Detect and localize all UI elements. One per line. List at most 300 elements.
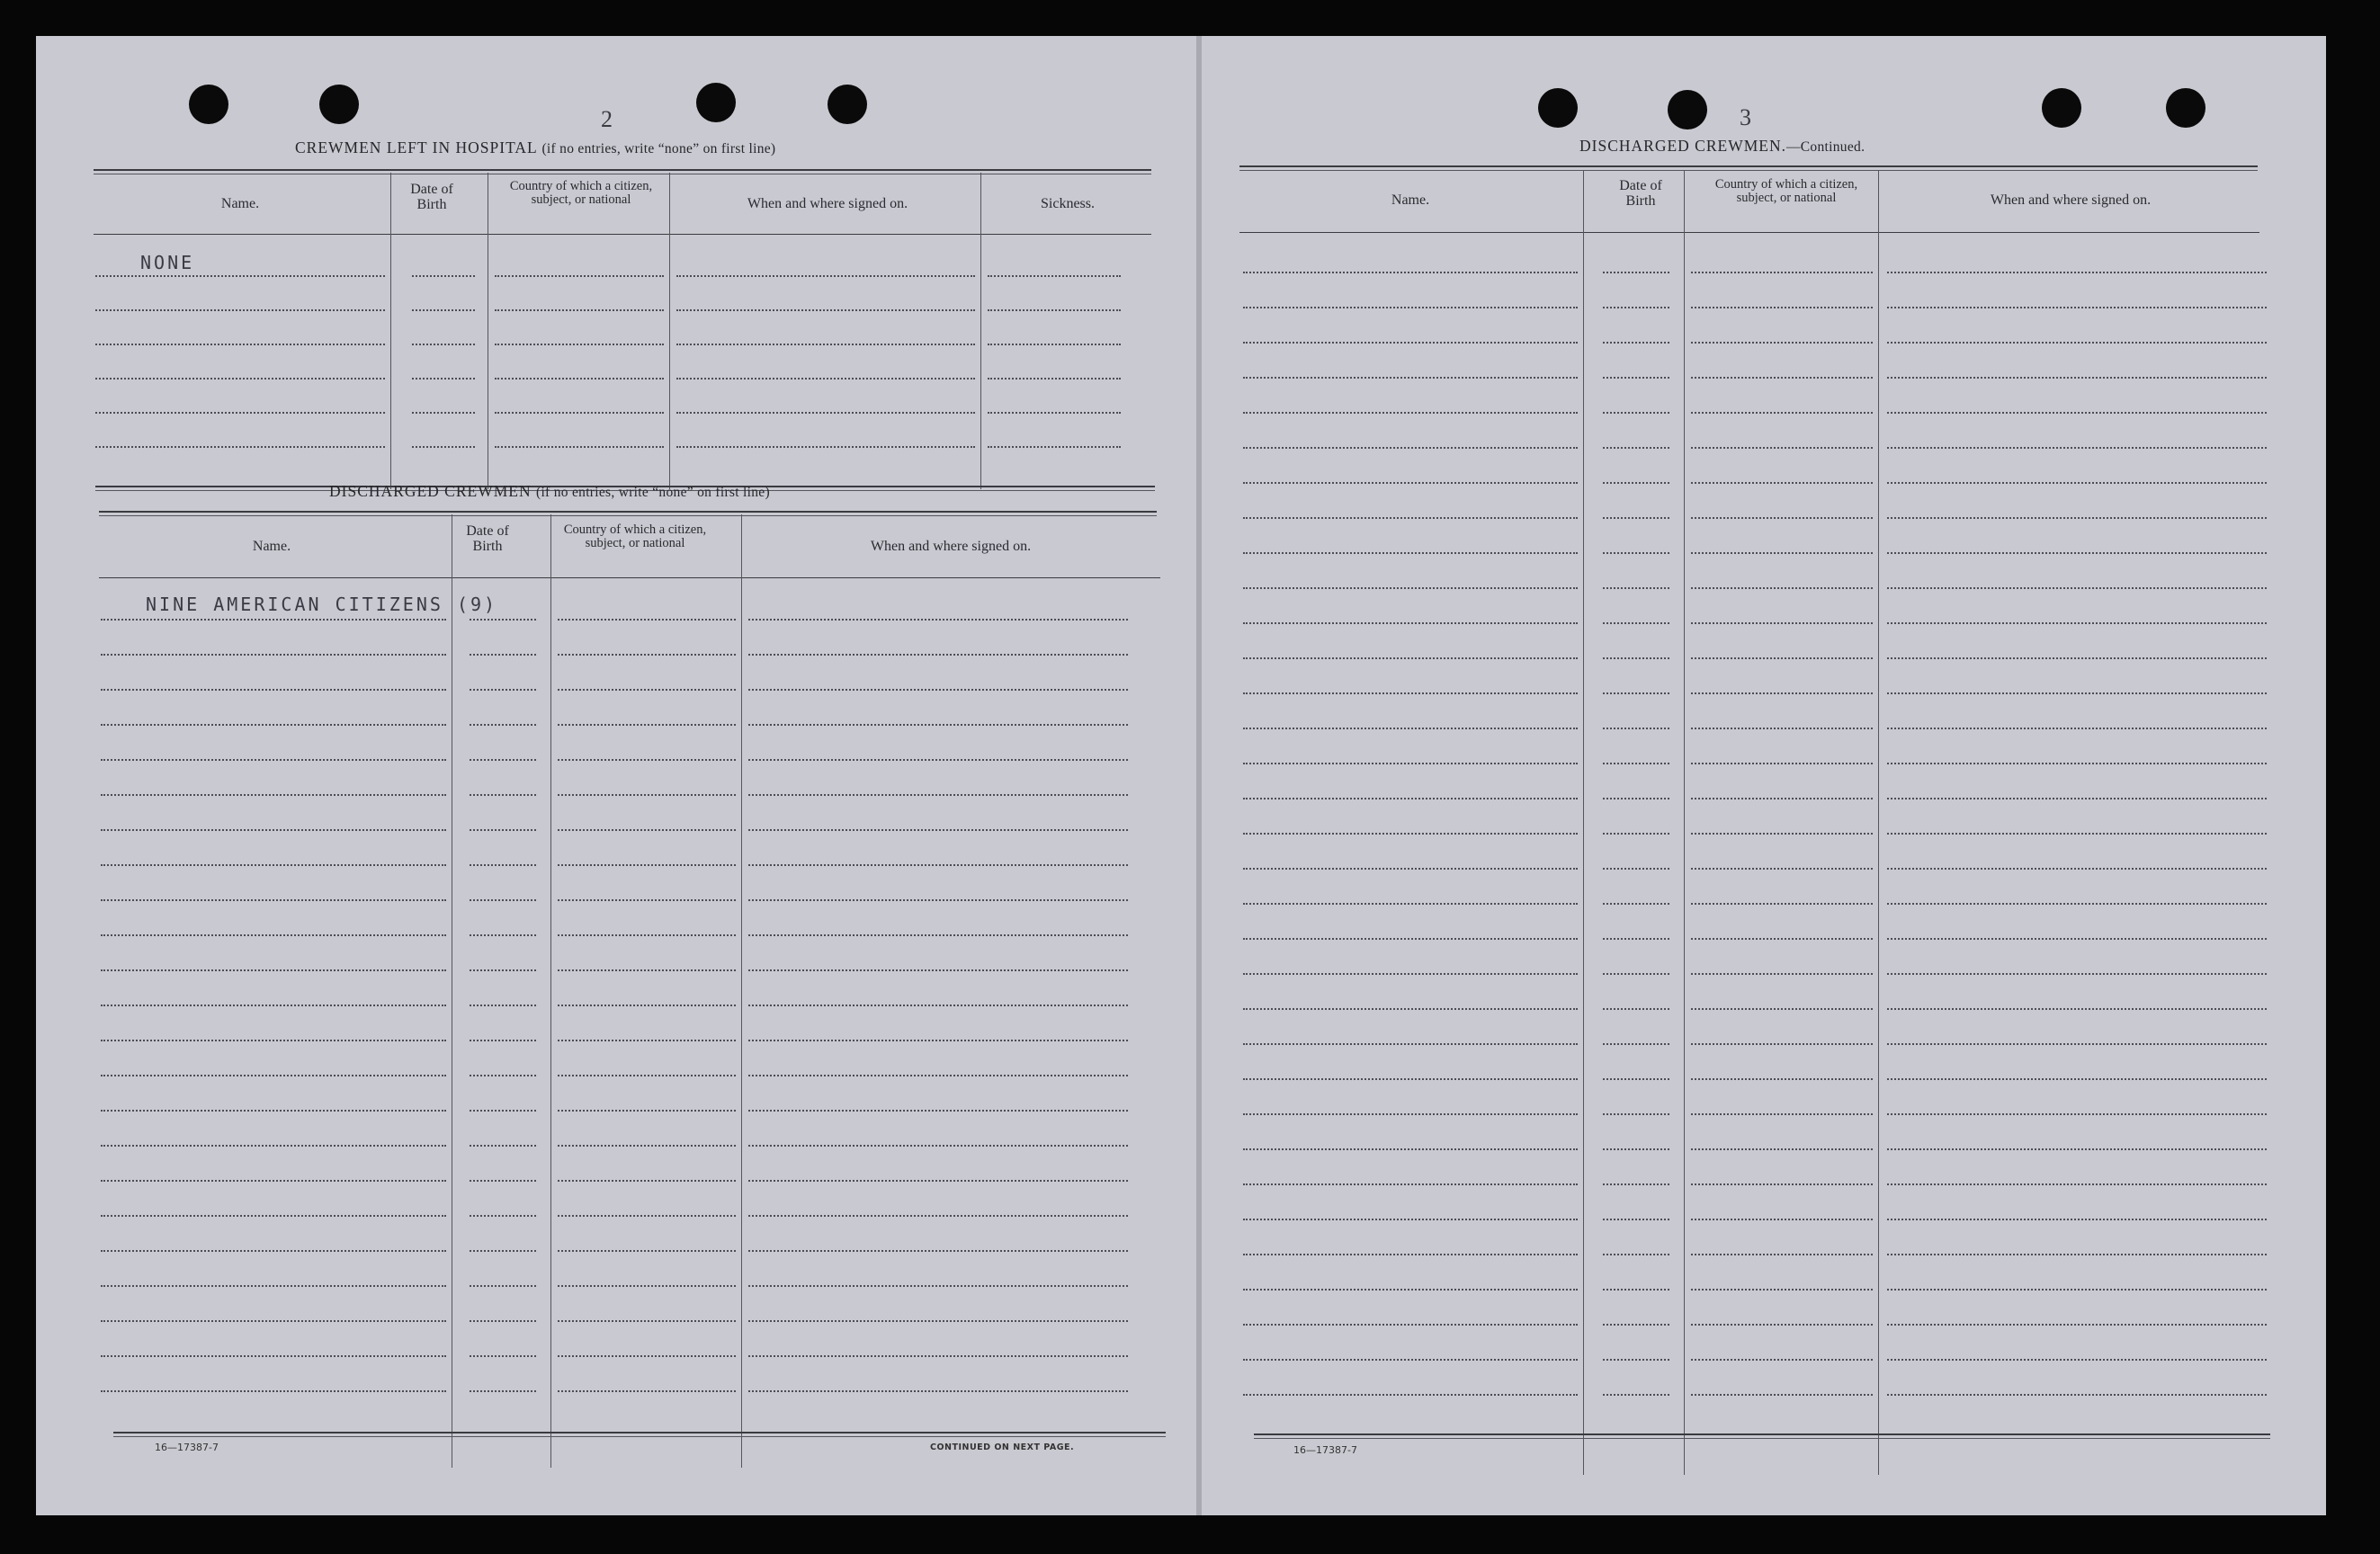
right-header-rule [1239, 232, 2259, 233]
form-row-line [1243, 447, 1578, 449]
form-row-line [412, 344, 475, 345]
form-row-line [1887, 728, 2267, 729]
discharged-header-name: Name. [252, 539, 291, 554]
form-row-line [748, 1005, 1128, 1006]
form-row-line [101, 934, 446, 936]
form-row-line [748, 689, 1128, 691]
form-row-line [988, 275, 1121, 277]
form-row-line [748, 794, 1128, 796]
form-row-line [101, 1250, 446, 1252]
hospital-header-rule [94, 234, 1151, 235]
left-page [36, 36, 1196, 1515]
form-row-line [470, 1075, 536, 1076]
form-row-line [558, 1075, 736, 1076]
form-row-line [1243, 622, 1578, 624]
form-row-line [748, 1215, 1128, 1217]
form-row-line [101, 1355, 446, 1357]
column-divider [1583, 171, 1584, 1475]
form-number: 16—17387-7 [155, 1442, 219, 1453]
form-row-line [558, 654, 736, 656]
punch-hole [319, 85, 359, 124]
form-row-line [470, 1180, 536, 1182]
column-divider [741, 514, 742, 1468]
form-row-line [1691, 587, 1873, 589]
form-row-line [988, 344, 1121, 345]
form-row-line [1887, 1043, 2267, 1045]
form-row-line [558, 794, 736, 796]
form-row-line [558, 619, 736, 621]
form-row-line [558, 1145, 736, 1147]
right-section-title: DISCHARGED CREWMEN.—Continued. [1579, 137, 1866, 155]
form-row-line [470, 724, 536, 726]
form-row-line [412, 275, 475, 277]
form-row-line [1691, 307, 1873, 308]
form-row-line [1243, 412, 1578, 414]
form-row-line [1691, 903, 1873, 905]
form-row-line [1691, 1148, 1873, 1150]
form-row-line [1691, 552, 1873, 554]
form-row-line [101, 1145, 446, 1147]
form-row-line [495, 446, 664, 448]
form-row-line [1243, 728, 1578, 729]
form-row-line [748, 1180, 1128, 1182]
form-row-line [1603, 798, 1669, 799]
discharged-section-title: DISCHARGED CREWMEN (if no entries, write “none” on first line) [329, 482, 770, 500]
form-row-line [495, 412, 664, 414]
form-row-line [1603, 307, 1669, 308]
form-row-line [1603, 833, 1669, 835]
form-row-line [1691, 1078, 1873, 1080]
form-row-line [412, 309, 475, 311]
form-row-line [1691, 1008, 1873, 1010]
form-row-line [988, 446, 1121, 448]
form-row-line [1243, 903, 1578, 905]
form-row-line [1887, 1183, 2267, 1185]
form-row-line [558, 864, 736, 866]
form-row-line [748, 1285, 1128, 1287]
form-row-line [1603, 868, 1669, 870]
form-row-line [1887, 377, 2267, 379]
form-row-line [1243, 657, 1578, 659]
form-row-line [470, 654, 536, 656]
form-row-line [1243, 1289, 1578, 1291]
form-row-line [988, 412, 1121, 414]
form-row-line [101, 1040, 446, 1041]
form-row-line [558, 689, 736, 691]
form-row-line [1691, 342, 1873, 344]
right-bottom-rule [1254, 1433, 2270, 1439]
discharged-header-country: Country of which a citizen, subject, or national [563, 522, 707, 550]
punch-hole [1668, 90, 1707, 130]
punch-hole [828, 85, 867, 124]
form-row-line [1243, 1394, 1578, 1396]
form-row-line [748, 1110, 1128, 1112]
form-row-line [1603, 587, 1669, 589]
form-row-line [101, 829, 446, 831]
form-row-line [748, 654, 1128, 656]
right-header-dob: Date of Birth [1619, 178, 1662, 209]
form-row-line [1243, 342, 1578, 344]
form-number: 16—17387-7 [1293, 1444, 1357, 1456]
form-row-line [1603, 1008, 1669, 1010]
form-row-line [1887, 1359, 2267, 1361]
form-row-line [1603, 447, 1669, 449]
form-row-line [1243, 307, 1578, 308]
form-row-line [101, 864, 446, 866]
form-row-line [1603, 657, 1669, 659]
continued-note: CONTINUED ON NEXT PAGE. [930, 1442, 1075, 1452]
hospital-section-title: CREWMEN LEFT IN HOSPITAL (if no entries, write “none” on first line) [295, 138, 776, 156]
form-row-line [1243, 1078, 1578, 1080]
form-row-line [101, 759, 446, 761]
form-row-line [558, 1215, 736, 1217]
form-row-line [470, 899, 536, 901]
form-row-line [1887, 517, 2267, 519]
form-row-line [1887, 1289, 2267, 1291]
form-row-line [748, 934, 1128, 936]
form-row-line [1691, 868, 1873, 870]
form-row-line [95, 378, 385, 380]
form-row-line [748, 1390, 1128, 1392]
form-row-line [748, 899, 1128, 901]
form-row-line [1603, 692, 1669, 694]
form-row-line [1243, 377, 1578, 379]
form-row-line [1691, 1359, 1873, 1361]
form-row-line [1603, 763, 1669, 764]
form-row-line [1603, 272, 1669, 273]
hospital-header-signed: When and where signed on. [747, 196, 908, 211]
form-row-line [1243, 482, 1578, 484]
right-page [1202, 36, 2326, 1515]
form-row-line [1887, 412, 2267, 414]
form-row-line [1603, 1289, 1669, 1291]
form-row-line [1243, 1148, 1578, 1150]
form-row-line [1691, 482, 1873, 484]
form-row-line [95, 275, 385, 277]
form-row-line [558, 1285, 736, 1287]
form-row-line [1603, 1219, 1669, 1220]
form-row-line [1243, 1008, 1578, 1010]
hospital-top-rule [94, 169, 1151, 174]
form-row-line [1887, 692, 2267, 694]
form-row-line [1603, 938, 1669, 940]
column-divider [1878, 171, 1879, 1475]
form-row-line [1603, 1183, 1669, 1185]
form-row-line [1887, 272, 2267, 273]
form-row-line [1691, 798, 1873, 799]
form-row-line [1887, 1394, 2267, 1396]
form-row-line [1603, 1113, 1669, 1115]
form-row-line [1887, 447, 2267, 449]
form-row-line [558, 899, 736, 901]
form-row-line [1243, 587, 1578, 589]
form-row-line [470, 689, 536, 691]
form-row-line [1887, 973, 2267, 975]
form-row-line [1691, 272, 1873, 273]
form-row-line [1691, 833, 1873, 835]
punch-hole [2166, 88, 2206, 128]
form-row-line [676, 446, 975, 448]
form-row-line [748, 1355, 1128, 1357]
form-row-line [95, 344, 385, 345]
column-divider [669, 173, 670, 489]
form-row-line [1887, 1078, 2267, 1080]
form-row-line [676, 378, 975, 380]
form-row-line [101, 794, 446, 796]
form-row-line [470, 1285, 536, 1287]
form-row-line [1691, 1289, 1873, 1291]
form-row-line [101, 899, 446, 901]
form-row-line [1691, 728, 1873, 729]
form-row-line [1887, 342, 2267, 344]
form-row-line [748, 1075, 1128, 1076]
form-row-line [1691, 1219, 1873, 1220]
form-row-line [1691, 692, 1873, 694]
form-row-line [748, 1145, 1128, 1147]
form-row-line [101, 1110, 446, 1112]
discharged-header-signed: When and where signed on. [870, 539, 1032, 554]
punch-hole [1538, 88, 1578, 128]
form-row-line [412, 446, 475, 448]
form-row-line [1691, 657, 1873, 659]
form-row-line [1887, 622, 2267, 624]
form-row-line [470, 1040, 536, 1041]
form-row-line [470, 1355, 536, 1357]
form-row-line [1243, 272, 1578, 273]
form-row-line [1887, 763, 2267, 764]
form-row-line [1691, 973, 1873, 975]
form-row-line [1691, 412, 1873, 414]
form-row-line [1603, 482, 1669, 484]
form-row-line [558, 1040, 736, 1041]
form-row-line [558, 1355, 736, 1357]
form-row-line [748, 864, 1128, 866]
form-row-line [495, 309, 664, 311]
punch-hole [696, 83, 736, 122]
column-divider [390, 173, 391, 489]
hospital-header-country: Country of which a citizen, subject, or national [509, 179, 653, 207]
form-row-line [1603, 1359, 1669, 1361]
form-row-line [1691, 1043, 1873, 1045]
form-row-line [1691, 1324, 1873, 1326]
form-row-line [470, 1320, 536, 1322]
form-row-line [95, 412, 385, 414]
form-row-line [101, 689, 446, 691]
form-row-line [1603, 973, 1669, 975]
right-header-name: Name. [1391, 192, 1430, 208]
form-row-line [101, 1285, 446, 1287]
form-row-line [676, 412, 975, 414]
form-row-line [1603, 517, 1669, 519]
form-row-line [1603, 728, 1669, 729]
form-row-line [558, 829, 736, 831]
hospital-header-name: Name. [220, 196, 260, 211]
form-row-line [1887, 1324, 2267, 1326]
form-row-line [1887, 938, 2267, 940]
form-row-line [558, 1005, 736, 1006]
form-row-line [1691, 1183, 1873, 1185]
form-row-line [1243, 1043, 1578, 1045]
form-row-line [676, 309, 975, 311]
form-row-line [1887, 868, 2267, 870]
form-row-line [748, 724, 1128, 726]
discharged-header-rule [99, 577, 1160, 578]
form-row-line [470, 1005, 536, 1006]
form-row-line [1887, 587, 2267, 589]
form-row-line [1243, 868, 1578, 870]
right-top-rule [1239, 165, 2258, 171]
form-row-line [1243, 517, 1578, 519]
form-row-line [495, 275, 664, 277]
form-row-line [470, 759, 536, 761]
form-row-line [1887, 1148, 2267, 1150]
form-row-line [1243, 798, 1578, 799]
form-row-line [1603, 552, 1669, 554]
form-row-line [558, 1390, 736, 1392]
discharged-top-rule [99, 511, 1157, 516]
form-row-line [101, 654, 446, 656]
form-row-line [988, 309, 1121, 311]
form-row-line [1243, 1324, 1578, 1326]
form-row-line [412, 412, 475, 414]
form-row-line [1887, 1008, 2267, 1010]
form-row-line [470, 829, 536, 831]
form-row-line [101, 1215, 446, 1217]
discharged-entry: NINE AMERICAN CITIZENS (9) [146, 594, 498, 615]
form-row-line [558, 934, 736, 936]
hospital-header-sickness: Sickness. [1041, 196, 1095, 211]
form-row-line [101, 969, 446, 971]
discharged-header-dob: Date of Birth [466, 523, 509, 554]
form-row-line [1603, 622, 1669, 624]
form-row-line [1603, 1254, 1669, 1255]
form-row-line [1691, 1254, 1873, 1255]
form-row-line [470, 969, 536, 971]
hospital-entry: NONE [140, 252, 195, 273]
left-bottom-rule [113, 1432, 1166, 1437]
form-row-line [1887, 307, 2267, 308]
form-row-line [1243, 1113, 1578, 1115]
form-row-line [101, 1390, 446, 1392]
form-row-line [1243, 1359, 1578, 1361]
form-row-line [1691, 938, 1873, 940]
form-row-line [95, 309, 385, 311]
form-row-line [676, 275, 975, 277]
form-row-line [1603, 1148, 1669, 1150]
page-number: 2 [601, 106, 613, 132]
form-row-line [1887, 1113, 2267, 1115]
form-row-line [1691, 517, 1873, 519]
hospital-header-dob: Date of Birth [410, 182, 453, 212]
form-row-line [1887, 1254, 2267, 1255]
form-row-line [101, 724, 446, 726]
form-row-line [495, 344, 664, 345]
form-row-line [470, 1250, 536, 1252]
form-row-line [470, 934, 536, 936]
form-row-line [748, 1040, 1128, 1041]
form-row-line [1243, 833, 1578, 835]
form-row-line [1243, 1219, 1578, 1220]
form-row-line [1243, 938, 1578, 940]
punch-hole [189, 85, 228, 124]
form-row-line [1603, 1324, 1669, 1326]
form-row-line [1691, 1394, 1873, 1396]
column-divider [1684, 171, 1685, 1475]
form-row-line [101, 1320, 446, 1322]
punch-hole [2042, 88, 2081, 128]
form-row-line [558, 1110, 736, 1112]
form-row-line [748, 619, 1128, 621]
form-row-line [1603, 412, 1669, 414]
form-row-line [1887, 657, 2267, 659]
form-row-line [470, 794, 536, 796]
form-row-line [101, 1180, 446, 1182]
form-row-line [1691, 622, 1873, 624]
form-row-line [1603, 1043, 1669, 1045]
form-row-line [748, 759, 1128, 761]
form-row-line [1603, 377, 1669, 379]
form-row-line [1691, 763, 1873, 764]
form-row-line [1691, 447, 1873, 449]
form-row-line [101, 1005, 446, 1006]
form-row-line [748, 1250, 1128, 1252]
form-row-line [1887, 798, 2267, 799]
form-row-line [1243, 1254, 1578, 1255]
form-row-line [558, 724, 736, 726]
form-row-line [412, 378, 475, 380]
form-row-line [470, 1145, 536, 1147]
form-row-line [1887, 903, 2267, 905]
form-row-line [558, 1180, 736, 1182]
form-row-line [748, 829, 1128, 831]
form-row-line [1243, 763, 1578, 764]
form-row-line [558, 1250, 736, 1252]
form-row-line [1603, 1078, 1669, 1080]
page-number: 3 [1740, 104, 1751, 130]
form-row-line [1691, 377, 1873, 379]
form-row-line [1887, 482, 2267, 484]
form-row-line [470, 1215, 536, 1217]
form-row-line [676, 344, 975, 345]
column-divider [550, 514, 551, 1468]
form-row-line [558, 1320, 736, 1322]
form-row-line [558, 969, 736, 971]
form-row-line [1243, 552, 1578, 554]
column-divider [980, 173, 981, 489]
form-row-line [495, 378, 664, 380]
form-row-line [1887, 1219, 2267, 1220]
form-row-line [101, 619, 446, 621]
right-header-signed: When and where signed on. [1990, 192, 2152, 208]
form-row-line [1603, 1394, 1669, 1396]
form-row-line [1603, 342, 1669, 344]
form-row-line [1243, 973, 1578, 975]
form-row-line [1691, 1113, 1873, 1115]
form-row-line [470, 1110, 536, 1112]
form-row-line [1887, 833, 2267, 835]
form-row-line [95, 446, 385, 448]
form-row-line [558, 759, 736, 761]
form-row-line [470, 864, 536, 866]
form-row-line [1243, 1183, 1578, 1185]
form-row-line [1243, 692, 1578, 694]
form-row-line [748, 1320, 1128, 1322]
form-row-line [470, 1390, 536, 1392]
right-header-country: Country of which a citizen, subject, or national [1714, 177, 1858, 205]
form-row-line [1887, 552, 2267, 554]
form-row-line [1603, 903, 1669, 905]
form-row-line [470, 619, 536, 621]
